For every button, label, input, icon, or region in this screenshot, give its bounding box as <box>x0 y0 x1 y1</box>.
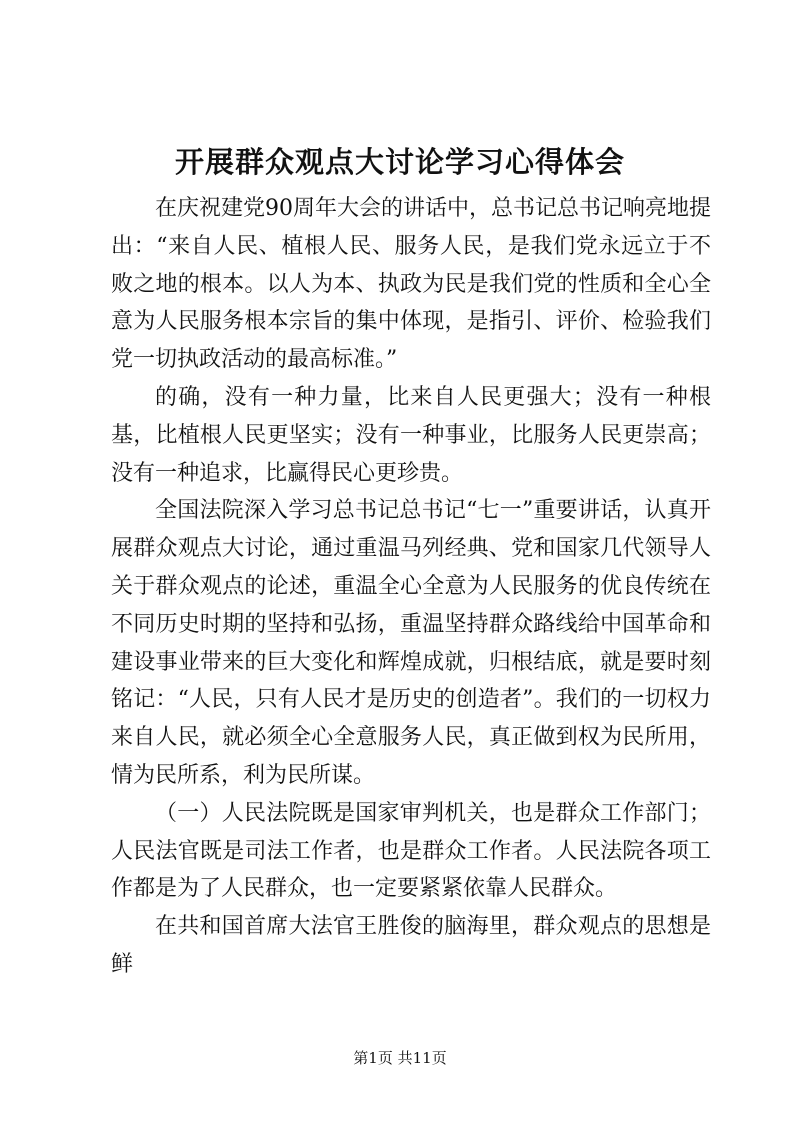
paragraph-4: （一）人民法院既是国家审判机关，也是群众工作部门；人民法官既是司法工作者，也是群众工作者。人民法院各项工作都是为了人民群众，也一定要紧紧依靠人民群众。 <box>111 800 711 902</box>
document-title: 开展群众观点大讨论学习心得体会 <box>174 145 625 179</box>
paragraph-3: 全国法院深入学习总书记总书记“七一”重要讲话，认真开展群众观点大讨论，通过重温马列经典、党和国家几代领导人关于群众观点的论述，重温全心全意为人民服务的优良传统在不同历史时期的坚持和弘扬，重温坚持群众路线给中国革命和建设事业带来的巨大变化和辉煌成就，归根结底，就是要时刻铭记：“人民，只有人民才是历史的创造者”。我们的一切权力来自人民，就必须全心全意服务人民，真正做到权为民所用，情为民所系，利为民所谋。 <box>111 498 711 788</box>
paragraph-1: 在庆祝建党90周年大会的讲话中，总书记总书记响亮地提出：“来自人民、植根人民、服务人民，是我们党永远立于不败之地的根本。以人为本、执政为民是我们党的性质和全心全意为人民服务根本宗旨的集中体现，是指引、评价、检验我们党一切执政活动的最高标准。” <box>111 196 711 373</box>
paragraph-2: 的确，没有一种力量，比来自人民更强大；没有一种根基，比植根人民更坚实；没有一种事业，比服务人民更崇高；没有一种追求，比赢得民心更珍贵。 <box>111 384 711 486</box>
document-body <box>111 190 711 984</box>
paragraph-5: 在共和国首席大法官王胜俊的脑海里，群众观点的思想是鲜 <box>111 914 711 977</box>
page-footer: 第1页 共11页 <box>353 1049 447 1067</box>
